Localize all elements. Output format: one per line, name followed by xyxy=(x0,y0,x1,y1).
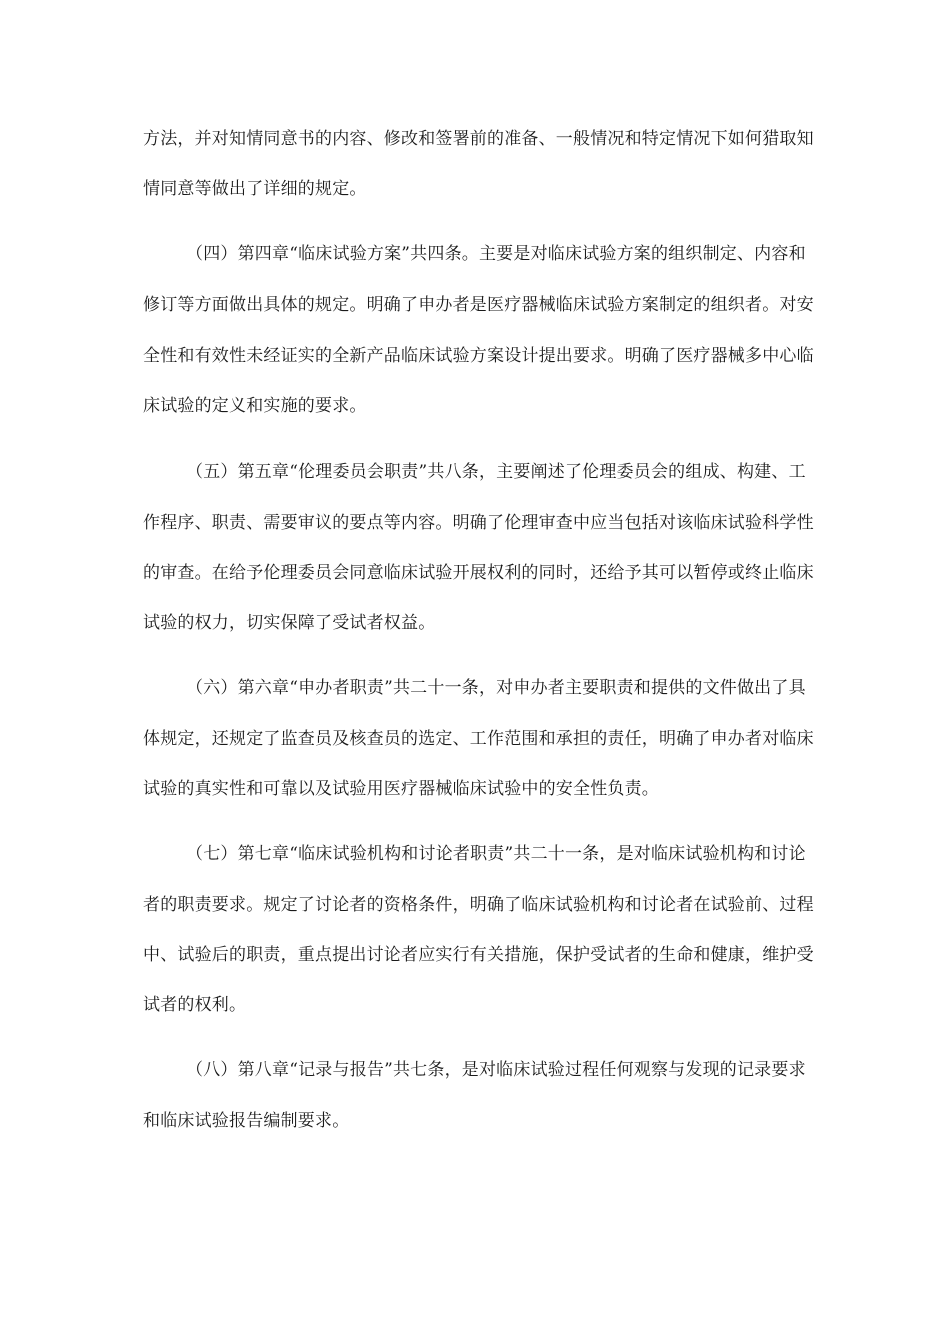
paragraph-chapter-4-line-3: 全性和有效性未经证实的全新产品临床试验方案设计提出要求。明确了医疗器械多中心临 xyxy=(143,346,814,366)
paragraph-chapter-5-line-3: 的审查。在给予伦理委员会同意临床试验开展权利的同时，还给予其可以暂停或终止临床 xyxy=(143,563,814,583)
paragraph-chapter-8-line-2: 和临床试验报告编制要求。 xyxy=(143,1111,350,1131)
paragraph-chapter-4-line-1: （四）第四章“临床试验方案”共四条。主要是对临床试验方案的组织制定、内容和 xyxy=(186,244,806,264)
paragraph-chapter-6-line-3: 试验的真实性和可靠以及试验用医疗器械临床试验中的安全性负责。 xyxy=(143,779,659,799)
paragraph-chapter-5-line-4: 试验的权力，切实保障了受试者权益。 xyxy=(143,613,436,633)
paragraph-chapter-7-line-4: 试者的权利。 xyxy=(143,995,247,1015)
paragraph-chapter-6-line-2: 体规定，还规定了监查员及核查员的选定、工作范围和承担的责任，明确了申办者对临床 xyxy=(143,729,814,749)
paragraph-chapter-6-line-1: （六）第六章“申办者职责”共二十一条，对申办者主要职责和提供的文件做出了具 xyxy=(186,678,806,698)
paragraph-continued-line-1: 方法，并对知情同意书的内容、修改和签署前的准备、一般情况和特定情况下如何猎取知 xyxy=(143,129,814,149)
paragraph-chapter-7-line-1: （七）第七章“临床试验机构和讨论者职责”共二十一条，是对临床试验机构和讨论 xyxy=(186,844,806,864)
paragraph-chapter-4-line-2: 修订等方面做出具体的规定。明确了申办者是医疗器械临床试验方案制定的组织者。对安 xyxy=(143,295,814,315)
paragraph-chapter-5-line-2: 作程序、职责、需要审议的要点等内容。明确了伦理审查中应当包括对该临床试验科学性 xyxy=(143,513,814,533)
paragraph-chapter-5-line-1: （五）第五章“伦理委员会职责”共八条，主要阐述了伦理委员会的组成、构建、工 xyxy=(186,462,806,482)
paragraph-chapter-7-line-3: 中、试验后的职责，重点提出讨论者应实行有关措施，保护受试者的生命和健康，维护受 xyxy=(143,945,814,965)
paragraph-chapter-7-line-2: 者的职责要求。规定了讨论者的资格条件，明确了临床试验机构和讨论者在试验前、过程 xyxy=(143,895,814,915)
paragraph-continued-line-2: 情同意等做出了详细的规定。 xyxy=(143,179,367,199)
paragraph-chapter-4-line-4: 床试验的定义和实施的要求。 xyxy=(143,396,367,416)
paragraph-chapter-8-line-1: （八）第八章“记录与报告”共七条，是对临床试验过程任何观察与发现的记录要求 xyxy=(186,1060,806,1080)
